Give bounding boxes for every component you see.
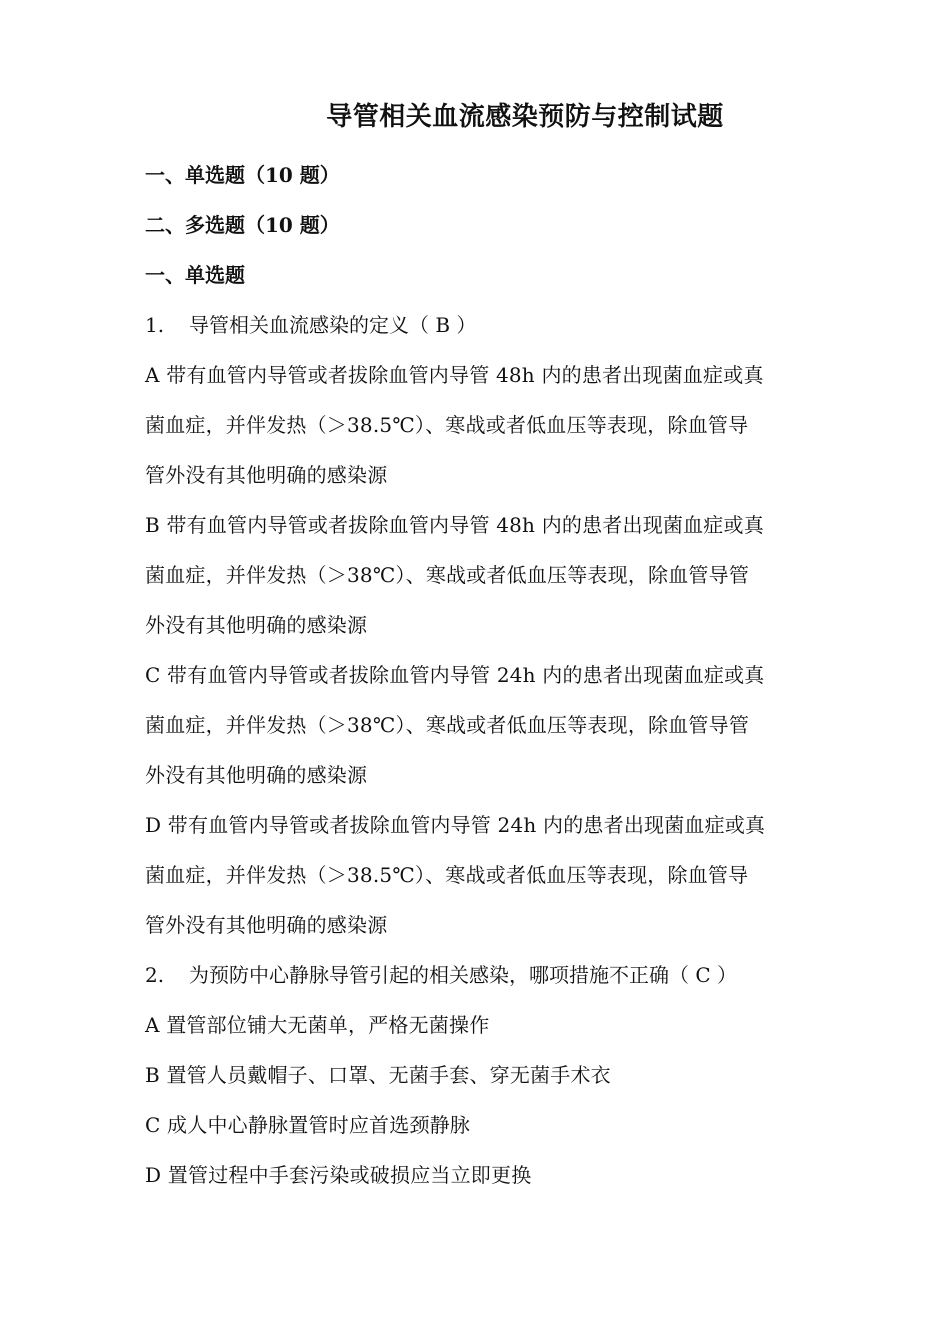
document-title: 导管相关血流感染预防与控制试题 [326,102,724,132]
option-line: A 置管部位铺大无菌单，严格无菌操作 [145,1013,490,1037]
question-1 [145,300,810,950]
option-line: 菌血症，并伴发热（＞38℃）、寒战或者低血压等表现，除血管导管 [145,713,750,737]
question-stem [145,950,810,1000]
question-text: 为预防中心静脉导管引起的相关感染，哪项措施不正确（ C ） [189,963,738,987]
question-number: 2. [145,963,165,987]
question-2 [145,950,810,1200]
option-line: 外没有其他明确的感染源 [145,763,368,787]
option-line: B 置管人员戴帽子、口罩、无菌手套、穿无菌手术衣 [145,1063,611,1087]
section-heading-single-choice-count: 一、单选题（10 题） [145,163,340,187]
option-line: 外没有其他明确的感染源 [145,613,368,637]
question-stem [145,300,810,350]
option-line: 菌血症，并伴发热（＞38.5℃）、寒战或者低血压等表现，除血管导 [145,863,749,887]
option-line: D 带有血管内导管或者拔除血管内导管 24h 内的患者出现菌血症或真 [145,813,766,837]
option-line: 管外没有其他明确的感染源 [145,463,388,487]
option-line: D 置管过程中手套污染或破损应当立即更换 [145,1163,532,1187]
option-line: C 带有血管内导管或者拔除血管内导管 24h 内的患者出现菌血症或真 [145,663,765,687]
option-line: B 带有血管内导管或者拔除血管内导管 48h 内的患者出现菌血症或真 [145,513,764,537]
document-body [145,150,810,1200]
question-number: 1. [145,313,165,337]
section-heading-single-choice: 一、单选题 [145,263,245,287]
option-line: 菌血症，并伴发热（＞38.5℃）、寒战或者低血压等表现，除血管导 [145,413,749,437]
option-line: 管外没有其他明确的感染源 [145,913,388,937]
section-heading-multiple-choice-count: 二、多选题（10 题） [145,213,340,237]
question-text: 导管相关血流感染的定义（ B ） [189,313,477,337]
option-line: 菌血症，并伴发热（＞38℃）、寒战或者低血压等表现，除血管导管 [145,563,750,587]
option-line: A 带有血管内导管或者拔除血管内导管 48h 内的患者出现菌血症或真 [145,363,764,387]
option-line: C 成人中心静脉置管时应首选颈静脉 [145,1113,471,1137]
